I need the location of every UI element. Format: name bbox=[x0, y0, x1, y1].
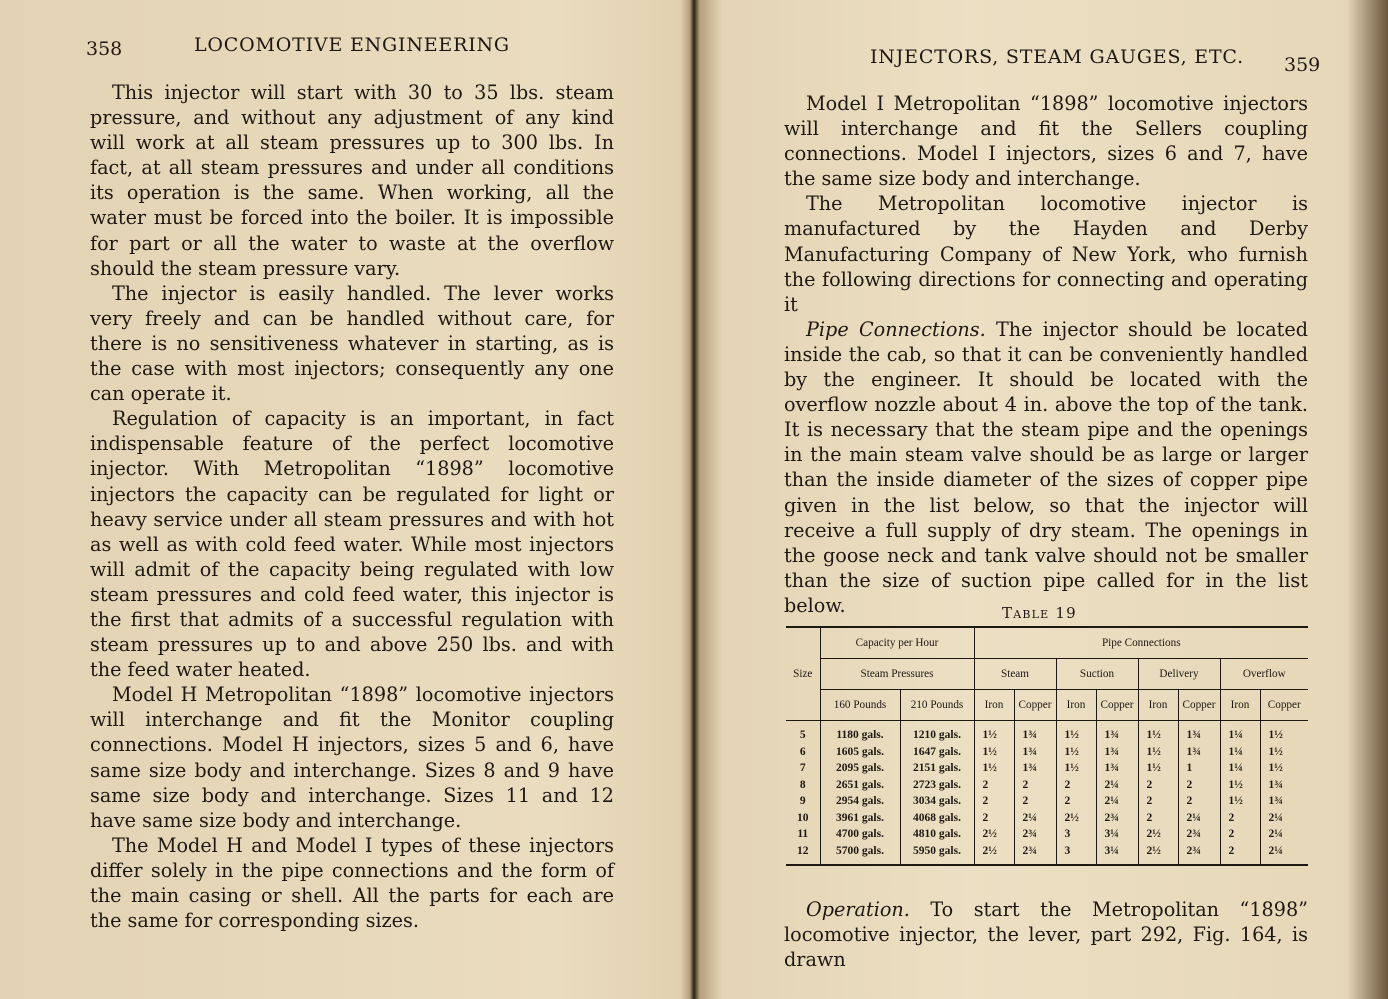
cell-size: 7 bbox=[799, 762, 806, 775]
col-header-copper: Copper bbox=[1014, 690, 1056, 721]
cell-overflow-iron: 1½ bbox=[1220, 777, 1260, 794]
cell-size: 11 bbox=[797, 828, 809, 841]
text-column bbox=[90, 80, 614, 933]
cell-size: 5 bbox=[799, 729, 806, 742]
table-body bbox=[786, 721, 1308, 866]
col-header-160: 160 Pounds bbox=[820, 690, 900, 721]
cell-delivery-copper: 2 bbox=[1178, 793, 1220, 810]
cell-delivery-iron: 2½ bbox=[1138, 843, 1178, 866]
cell-suction-copper: 3¼ bbox=[1096, 843, 1138, 866]
cell-suction-copper: 1¾ bbox=[1096, 760, 1138, 777]
cell-overflow-iron: 1¼ bbox=[1220, 760, 1260, 777]
cell-delivery-iron: 2 bbox=[1138, 810, 1178, 827]
page-number: 358 bbox=[86, 38, 123, 60]
cell-capacity-210: 4810 gals. bbox=[900, 826, 974, 843]
col-header-copper: Copper bbox=[1260, 690, 1308, 721]
cell-overflow-iron: 2 bbox=[1220, 810, 1260, 827]
cell-size: 10 bbox=[797, 811, 809, 824]
cell-steam-copper: 2¾ bbox=[1014, 826, 1056, 843]
cell-capacity-160: 5700 gals. bbox=[820, 843, 900, 866]
capacity-header: Capacity per Hour bbox=[820, 627, 974, 659]
cell-suction-iron: 2 bbox=[1056, 793, 1096, 810]
cell-capacity-210: 2723 gals. bbox=[900, 777, 974, 794]
paragraph: The Model H and Model I types of these injectors differ solely in the pipe connections and the form of the main casing or shell. All the parts for each are the same for corresponding sizes. bbox=[90, 833, 614, 933]
cell-capacity-210: 2151 gals. bbox=[900, 760, 974, 777]
cell-overflow-copper: 1¾ bbox=[1260, 793, 1308, 810]
cell-steam-iron: 1½ bbox=[974, 744, 1014, 761]
cell-steam-copper: 2¼ bbox=[1014, 810, 1056, 827]
cell-suction-iron: 3 bbox=[1056, 843, 1096, 866]
text-column-bottom bbox=[784, 897, 1308, 972]
cell-delivery-copper: 2 bbox=[1178, 777, 1220, 794]
cell-steam-iron: 2 bbox=[974, 810, 1014, 827]
cell-steam-copper: 1¾ bbox=[1014, 721, 1056, 744]
paragraph-pipe-connections bbox=[784, 317, 1308, 618]
cell-suction-iron: 3 bbox=[1056, 826, 1096, 843]
cell-delivery-iron: 1½ bbox=[1138, 760, 1178, 777]
group-header-steam: Steam bbox=[974, 659, 1056, 690]
table-row bbox=[786, 777, 1308, 794]
paragraph: Model I Metropolitan “1898” locomotive injectors will interchange and fit the Sellers coupling connections. Model I injectors, sizes 6 and 7, have the same size body and interchange. bbox=[784, 92, 1308, 191]
running-head: INJECTORS, STEAM GAUGES, ETC. bbox=[870, 46, 1244, 68]
cell-capacity-160: 1180 gals. bbox=[820, 721, 900, 744]
cell-overflow-copper: 1¾ bbox=[1260, 777, 1308, 794]
cell-suction-iron: 1½ bbox=[1056, 760, 1096, 777]
cell-capacity-160: 1605 gals. bbox=[820, 744, 900, 761]
cell-delivery-iron: 2 bbox=[1138, 777, 1178, 794]
table-row bbox=[786, 744, 1308, 761]
cell-overflow-copper: 1½ bbox=[1260, 760, 1308, 777]
run-in-heading: Pipe Connections. bbox=[806, 317, 986, 341]
col-header-iron: Iron bbox=[1220, 690, 1260, 721]
running-head: LOCOMOTIVE ENGINEERING bbox=[194, 34, 510, 56]
cell-suction-iron: 1½ bbox=[1056, 744, 1096, 761]
group-header-overflow: Overflow bbox=[1220, 659, 1308, 690]
cell-overflow-copper: 1½ bbox=[1260, 721, 1308, 744]
paragraph: The injector is easily handled. The lever works very freely and can be handled without care, for there is no sensitiveness whatever in starting, as is the case with most injectors; consequently any one can operate it. bbox=[90, 281, 614, 406]
paragraph: The Metropolitan locomotive injector is manufactured by the Hayden and Derby Manufacturing Company of New York, who furnish the following directions for connecting and operating it bbox=[784, 192, 1308, 316]
cell-delivery-copper: 2¼ bbox=[1178, 810, 1220, 827]
cell-steam-iron: 1½ bbox=[974, 721, 1014, 744]
cell-suction-copper: 1¾ bbox=[1096, 721, 1138, 744]
cell-capacity-210: 4068 gals. bbox=[900, 810, 974, 827]
cell-delivery-iron: 1½ bbox=[1138, 721, 1178, 744]
pipe-connections-header: Pipe Connections bbox=[974, 627, 1308, 659]
table-row bbox=[786, 810, 1308, 827]
cell-steam-iron: 1½ bbox=[974, 760, 1014, 777]
cell-size: 6 bbox=[799, 745, 806, 758]
cell-capacity-160: 2954 gals. bbox=[820, 793, 900, 810]
cell-suction-iron: 2½ bbox=[1056, 810, 1096, 827]
cell-capacity-210: 1647 gals. bbox=[900, 744, 974, 761]
cell-overflow-iron: 2 bbox=[1220, 826, 1260, 843]
cell-capacity-210: 1210 gals. bbox=[900, 721, 974, 744]
group-header-suction: Suction bbox=[1056, 659, 1138, 690]
cell-capacity-160: 4700 gals. bbox=[820, 826, 900, 843]
cell-overflow-iron: 1¼ bbox=[1220, 721, 1260, 744]
paragraph-operation bbox=[784, 897, 1308, 972]
steam-pressures-header: Steam Pressures bbox=[820, 659, 974, 690]
size-header: Size bbox=[786, 627, 820, 721]
paragraph-text: To start the Metropolitan “1898” locomotive injector, the lever, part 292, Fig. 164, is drawn bbox=[784, 898, 1308, 972]
cell-steam-copper: 2¾ bbox=[1014, 843, 1056, 866]
cell-delivery-iron: 2½ bbox=[1138, 826, 1178, 843]
cell-size: 8 bbox=[799, 778, 806, 791]
paragraph: Model H Metropolitan “1898” locomotive injectors will interchange and fit the Monitor coupling connections. Model H injectors, sizes 5 and 6, have same size body and interchange. Sizes 8 and 9 have same size body and interchange. Sizes 11 and 12 have same size body and interchange. bbox=[90, 683, 614, 832]
cell-overflow-copper: 2¼ bbox=[1260, 810, 1308, 827]
cell-capacity-210: 5950 gals. bbox=[900, 843, 974, 866]
cell-delivery-iron: 1½ bbox=[1138, 744, 1178, 761]
paragraph: Regulation of capacity is an important, in fact indispensable feature of the perfect locomotive injector. With Metropolitan “1898” locomotive injectors the capacity can be regulated for light or heavy service under all steam pressures and with hot as well as with cold feed water. While most injectors will admit of the capacity being regulated with low steam pressures and cold feed water, this injector is the first that admits of a successful regulation with steam pressures up to and above 250 lbs. and with the feed water heated. bbox=[90, 407, 614, 682]
col-header-copper: Copper bbox=[1096, 690, 1138, 721]
table-row bbox=[786, 721, 1308, 744]
cell-steam-iron: 2½ bbox=[974, 843, 1014, 866]
run-in-heading: Operation. bbox=[806, 898, 910, 921]
cell-overflow-iron: 1¼ bbox=[1220, 744, 1260, 761]
pipe-connections-table bbox=[786, 626, 1308, 866]
right-page bbox=[694, 0, 1388, 999]
left-page bbox=[0, 0, 690, 999]
cell-capacity-160: 3961 gals. bbox=[820, 810, 900, 827]
cell-size: 9 bbox=[799, 795, 806, 808]
cell-suction-iron: 1½ bbox=[1056, 721, 1096, 744]
page-number: 359 bbox=[1284, 54, 1321, 76]
cell-suction-copper: 3¼ bbox=[1096, 826, 1138, 843]
cell-size: 12 bbox=[786, 843, 820, 866]
cell-overflow-iron: 1½ bbox=[1220, 793, 1260, 810]
cell-suction-iron: 2 bbox=[1056, 777, 1096, 794]
cell-steam-iron: 2 bbox=[974, 777, 1014, 794]
cell-steam-copper: 1¾ bbox=[1014, 744, 1056, 761]
cell-capacity-160: 2095 gals. bbox=[820, 760, 900, 777]
cell-delivery-copper: 1¾ bbox=[1178, 744, 1220, 761]
col-header-210: 210 Pounds bbox=[900, 690, 974, 721]
cell-delivery-copper: 1 bbox=[1178, 760, 1220, 777]
table-row bbox=[786, 760, 1308, 777]
cell-suction-copper: 1¾ bbox=[1096, 744, 1138, 761]
cell-overflow-copper: 1½ bbox=[1260, 744, 1308, 761]
table-row bbox=[786, 843, 1308, 866]
cell-steam-iron: 2½ bbox=[974, 826, 1014, 843]
group-header-delivery: Delivery bbox=[1138, 659, 1220, 690]
cell-suction-copper: 2¾ bbox=[1096, 810, 1138, 827]
col-header-iron: Iron bbox=[974, 690, 1014, 721]
col-header-iron: Iron bbox=[1056, 690, 1096, 721]
cell-overflow-iron: 2 bbox=[1220, 843, 1260, 866]
text-column bbox=[784, 91, 1308, 618]
cell-delivery-copper: 1¾ bbox=[1178, 721, 1220, 744]
cell-steam-copper: 2 bbox=[1014, 777, 1056, 794]
col-header-iron: Iron bbox=[1138, 690, 1178, 721]
col-header-copper: Copper bbox=[1178, 690, 1220, 721]
cell-delivery-iron: 2 bbox=[1138, 793, 1178, 810]
table-row bbox=[786, 793, 1308, 810]
cell-capacity-210: 3034 gals. bbox=[900, 793, 974, 810]
cell-overflow-copper: 2¼ bbox=[1260, 826, 1308, 843]
cell-steam-iron: 2 bbox=[974, 793, 1014, 810]
cell-steam-copper: 1¾ bbox=[1014, 760, 1056, 777]
table-row bbox=[786, 826, 1308, 843]
cell-delivery-copper: 2¾ bbox=[1178, 843, 1220, 866]
table-caption: Table 19 bbox=[1002, 604, 1077, 622]
cell-suction-copper: 2¼ bbox=[1096, 793, 1138, 810]
cell-delivery-copper: 2¾ bbox=[1178, 826, 1220, 843]
cell-suction-copper: 2¼ bbox=[1096, 777, 1138, 794]
cell-overflow-copper: 2¼ bbox=[1260, 843, 1308, 866]
paragraph-text: The injector should be located inside the cab, so that it can be conveniently handled by the engineer. It should be located with the overflow nozzle about 4 in. above the top of the tank. It is necessary that the steam pipe and the openings in the main steam valve should be as large or larger than the inside diameter of the sizes of copper pipe given in the list below, so that the injector will receive a full supply of dry steam. The openings in the goose neck and tank valve should not be smaller than the size of suction pipe called for in the list below. bbox=[784, 317, 1308, 617]
paragraph: This injector will start with 30 to 35 lbs. steam pressure, and without any adjustment of any kind will work at all steam pressures up to 300 lbs. In fact, at all steam pressures and under all conditions its operation is the same. When working, all the water must be forced into the boiler. It is impossible for part or all the water to waste at the overflow should the steam pressure vary. bbox=[90, 81, 614, 280]
cell-capacity-160: 2651 gals. bbox=[820, 777, 900, 794]
cell-steam-copper: 2 bbox=[1014, 793, 1056, 810]
